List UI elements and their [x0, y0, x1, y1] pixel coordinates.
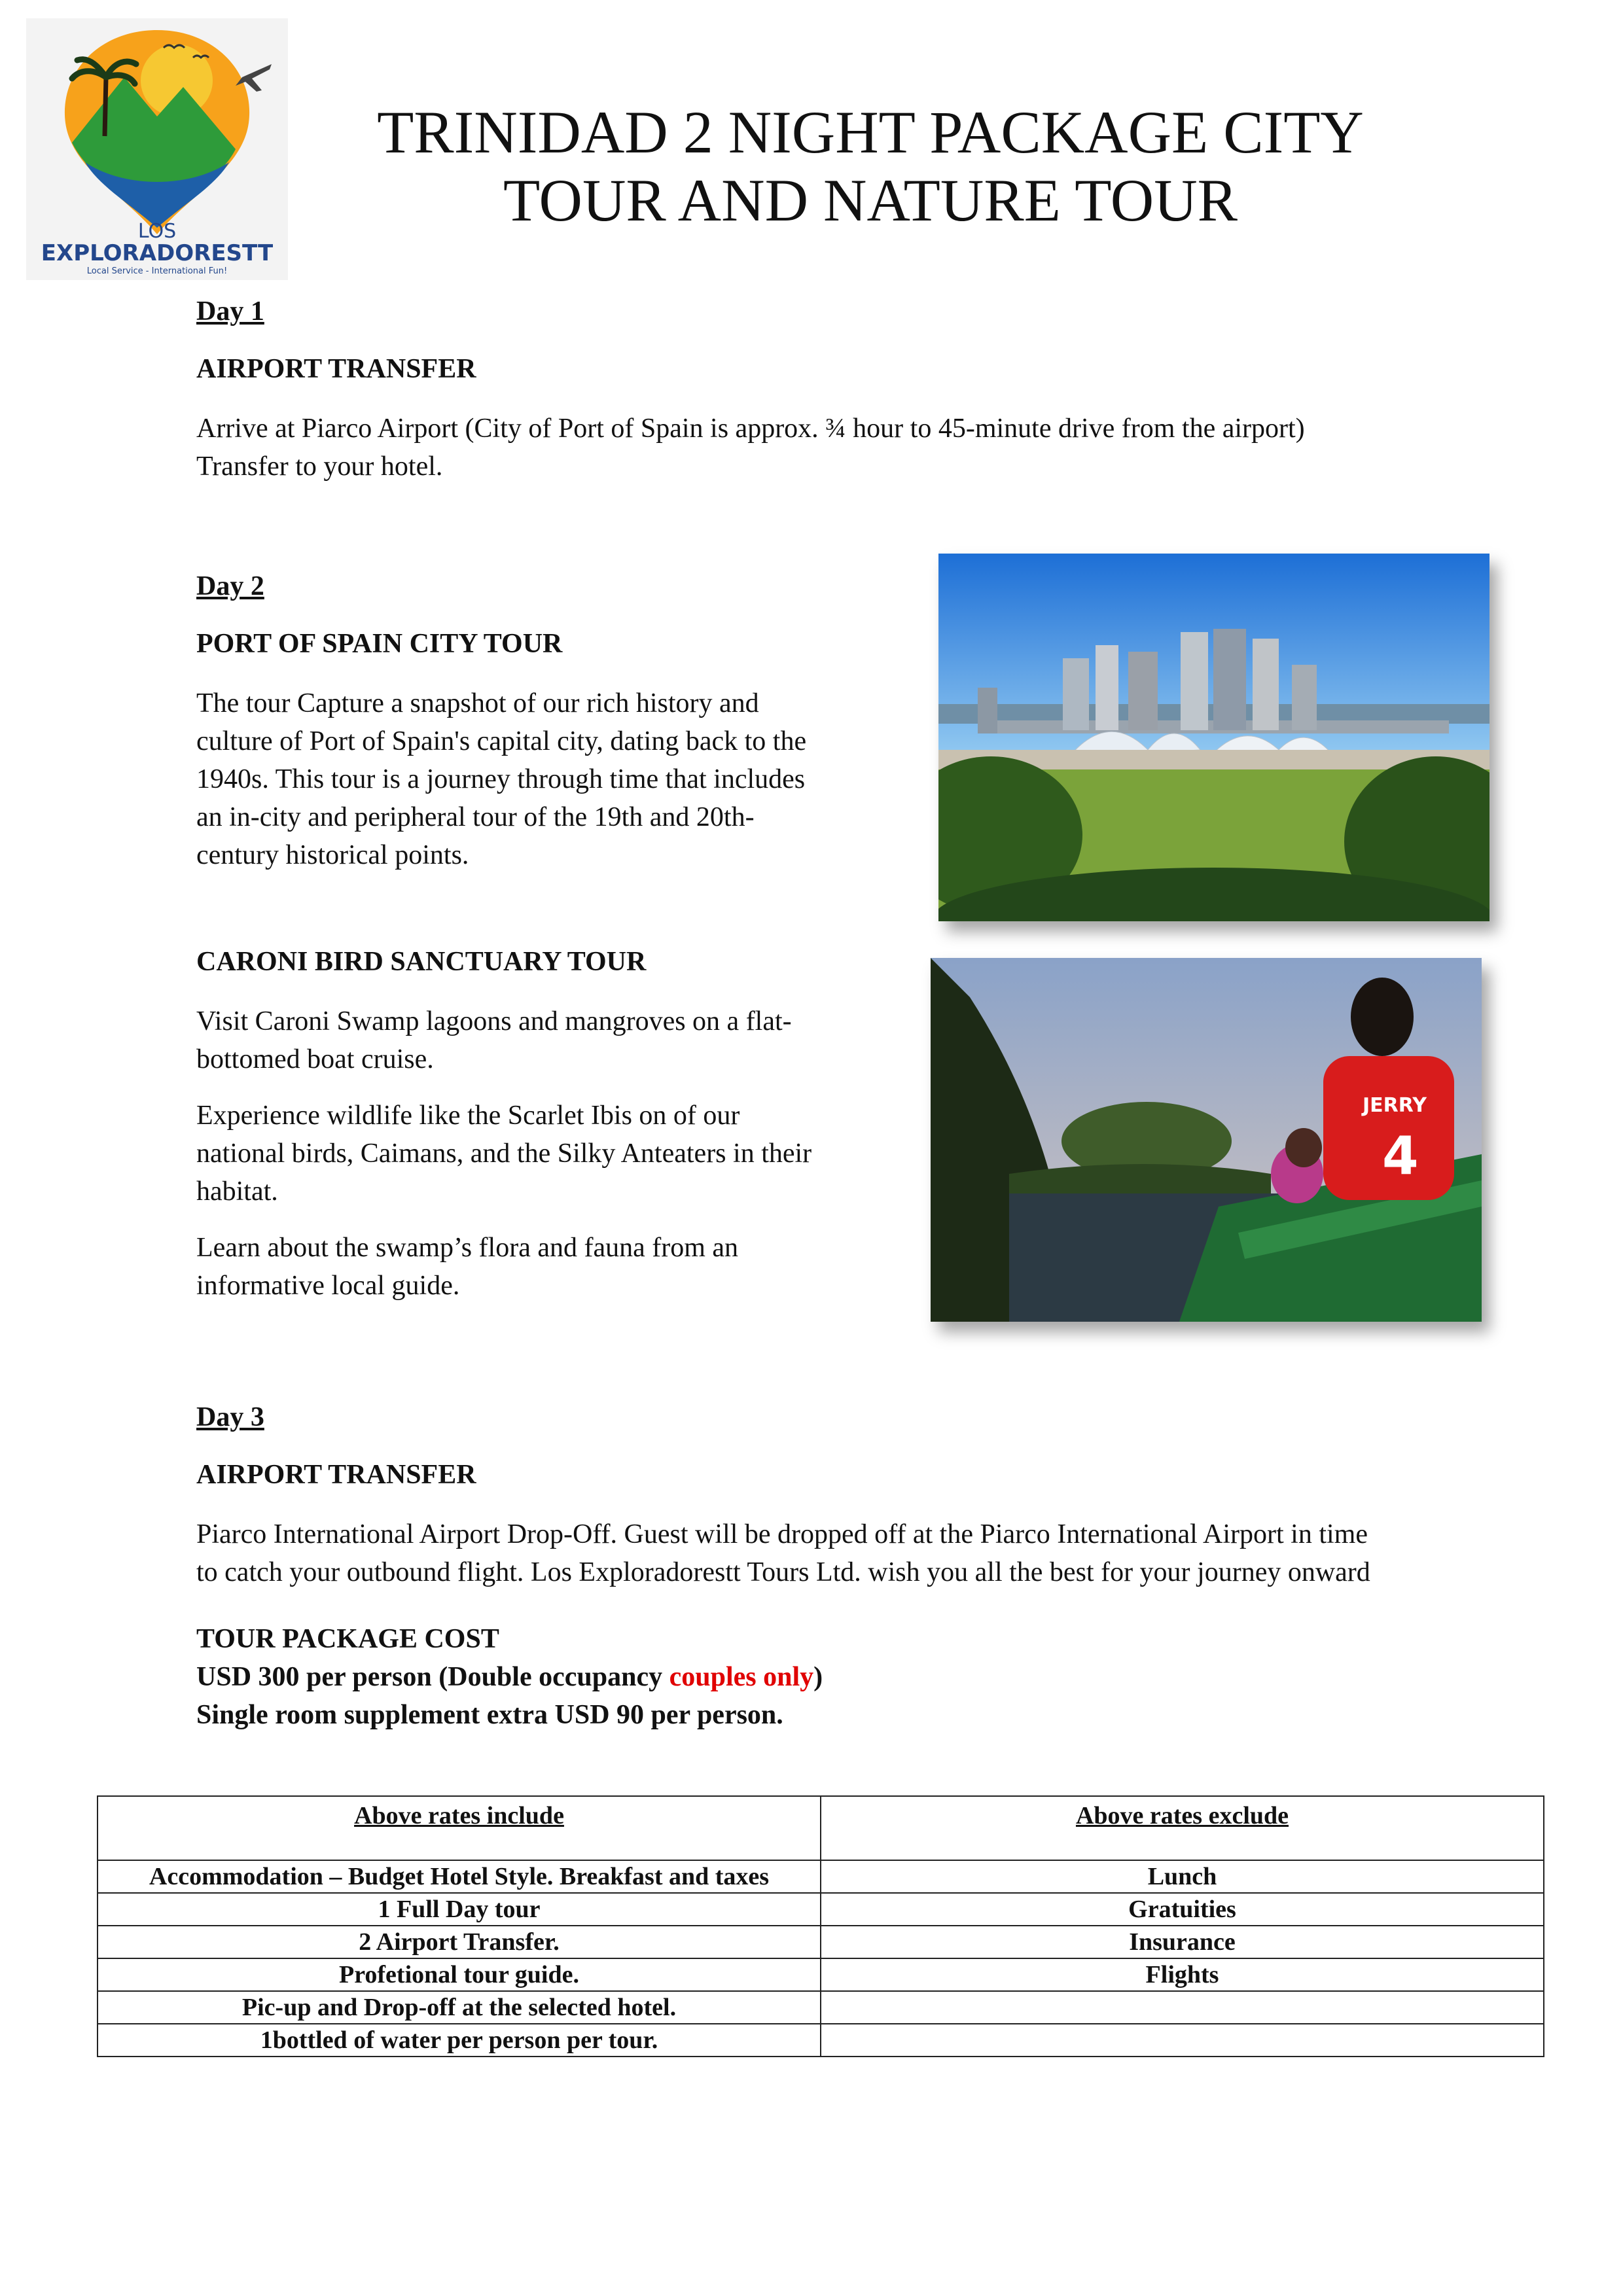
city-tour-line: culture of Port of Spain's capital city, dating back to the	[196, 726, 807, 756]
day-1-line-2: Transfer to your hotel.	[196, 451, 443, 482]
day-3-description	[196, 1515, 1603, 1591]
caroni-paragraph-2	[196, 1097, 916, 1210]
include-cell: Profetional tour guide.	[98, 1958, 821, 1991]
day-2-heading: Day 2	[196, 571, 264, 601]
logo-text-name: EXPLORADORESTT	[41, 240, 274, 266]
caroni-tour-title: CARONI BIRD SANCTUARY TOUR	[196, 947, 647, 977]
day-1-section-title: AIRPORT TRANSFER	[196, 354, 476, 384]
city-tour-title: PORT OF SPAIN CITY TOUR	[196, 629, 563, 659]
rates-header-row	[98, 1796, 1544, 1860]
jersey-number: 4	[1382, 1125, 1419, 1186]
day-3-heading: Day 3	[196, 1402, 264, 1432]
include-cell: Pic-up and Drop-off at the selected hotel.	[98, 1991, 821, 2024]
city-tour-line: century historical points.	[196, 840, 469, 870]
jersey-name: JERRY	[1363, 1094, 1427, 1117]
title-line-2: TOUR AND NATURE TOUR	[503, 167, 1238, 234]
exclude-cell: Gratuities	[821, 1893, 1544, 1926]
exclude-cell: Insurance	[821, 1926, 1544, 1958]
day-3-section-title: AIRPORT TRANSFER	[196, 1460, 476, 1490]
exclude-cell	[821, 2024, 1544, 2057]
caroni-line: Experience wildlife like the Scarlet Ibis on of our	[196, 1101, 740, 1131]
day-1-heading: Day 1	[196, 296, 264, 327]
package-cost	[196, 1620, 823, 1734]
cost-price-line	[196, 1658, 823, 1696]
caroni-line: habitat.	[196, 1176, 278, 1207]
single-supplement-line: Single room supplement extra USD 90 per person.	[196, 1700, 783, 1730]
caroni-line: Visit Caroni Swamp lagoons and mangroves on a flat-	[196, 1006, 792, 1036]
table-row	[98, 1893, 1544, 1926]
table-row	[98, 1860, 1544, 1893]
title-line-1: TRINIDAD 2 NIGHT PACKAGE CITY	[377, 99, 1364, 166]
caroni-line: informative local guide.	[196, 1271, 460, 1301]
day-3-line-1: Piarco International Airport Drop-Off. Guest will be dropped off at the Piarco International Airport in time	[196, 1519, 1368, 1549]
caroni-line: national birds, Caimans, and the Silky Anteaters in their	[196, 1139, 812, 1169]
caroni-line: bottomed boat cruise.	[196, 1044, 434, 1074]
rates-table	[97, 1795, 1544, 2057]
day-3-line-2: to catch your outbound flight. Los Exploradorestt Tours Ltd. wish you all the best for your journey onward	[196, 1557, 1370, 1587]
cost-heading: TOUR PACKAGE COST	[196, 1624, 499, 1654]
logo-text-los: LOS	[137, 220, 177, 243]
caroni-line: Learn about the swamp’s flora and fauna from an	[196, 1233, 739, 1263]
caroni-swamp-photo	[931, 958, 1482, 1322]
port-of-spain-photo	[938, 554, 1489, 921]
cost-price-text: USD 300 per person (Double occupancy	[196, 1662, 669, 1692]
caroni-paragraph-3	[196, 1229, 916, 1305]
exclude-cell: Flights	[821, 1958, 1544, 1991]
include-header: Above rates include	[98, 1796, 821, 1860]
city-tour-line: 1940s. This tour is a journey through time that includes	[196, 764, 806, 794]
logo-graphic	[26, 18, 288, 280]
table-row	[98, 1991, 1544, 2024]
logo-tagline: Local Service - International Fun!	[86, 266, 228, 276]
include-cell: 1bottled of water per person per tour.	[98, 2024, 821, 2057]
exclude-cell	[821, 1991, 1544, 2024]
day-1-line-1: Arrive at Piarco Airport (City of Port of Spain is approx. ¾ hour to 45-minute drive from the airport)	[196, 414, 1305, 444]
include-cell: Accommodation – Budget Hotel Style. Breakfast and taxes	[98, 1860, 821, 1893]
company-logo	[26, 18, 288, 280]
couples-only-highlight: couples only	[669, 1662, 814, 1692]
exclude-header: Above rates exclude	[821, 1796, 1544, 1860]
city-tour-line: an in-city and peripheral tour of the 19th and 20th-	[196, 802, 755, 832]
cost-price-close: )	[813, 1662, 823, 1692]
caroni-paragraph-1	[196, 1002, 916, 1078]
city-tour-line: The tour Capture a snapshot of our rich history and	[196, 688, 759, 718]
include-cell: 1 Full Day tour	[98, 1893, 821, 1926]
table-row	[98, 1926, 1544, 1958]
city-tour-description	[196, 684, 916, 874]
exclude-cell: Lunch	[821, 1860, 1544, 1893]
table-row	[98, 2024, 1544, 2057]
table-row	[98, 1958, 1544, 1991]
page-title	[314, 98, 1427, 234]
include-cell: 2 Airport Transfer.	[98, 1926, 821, 1958]
day-1-description	[196, 410, 1571, 486]
